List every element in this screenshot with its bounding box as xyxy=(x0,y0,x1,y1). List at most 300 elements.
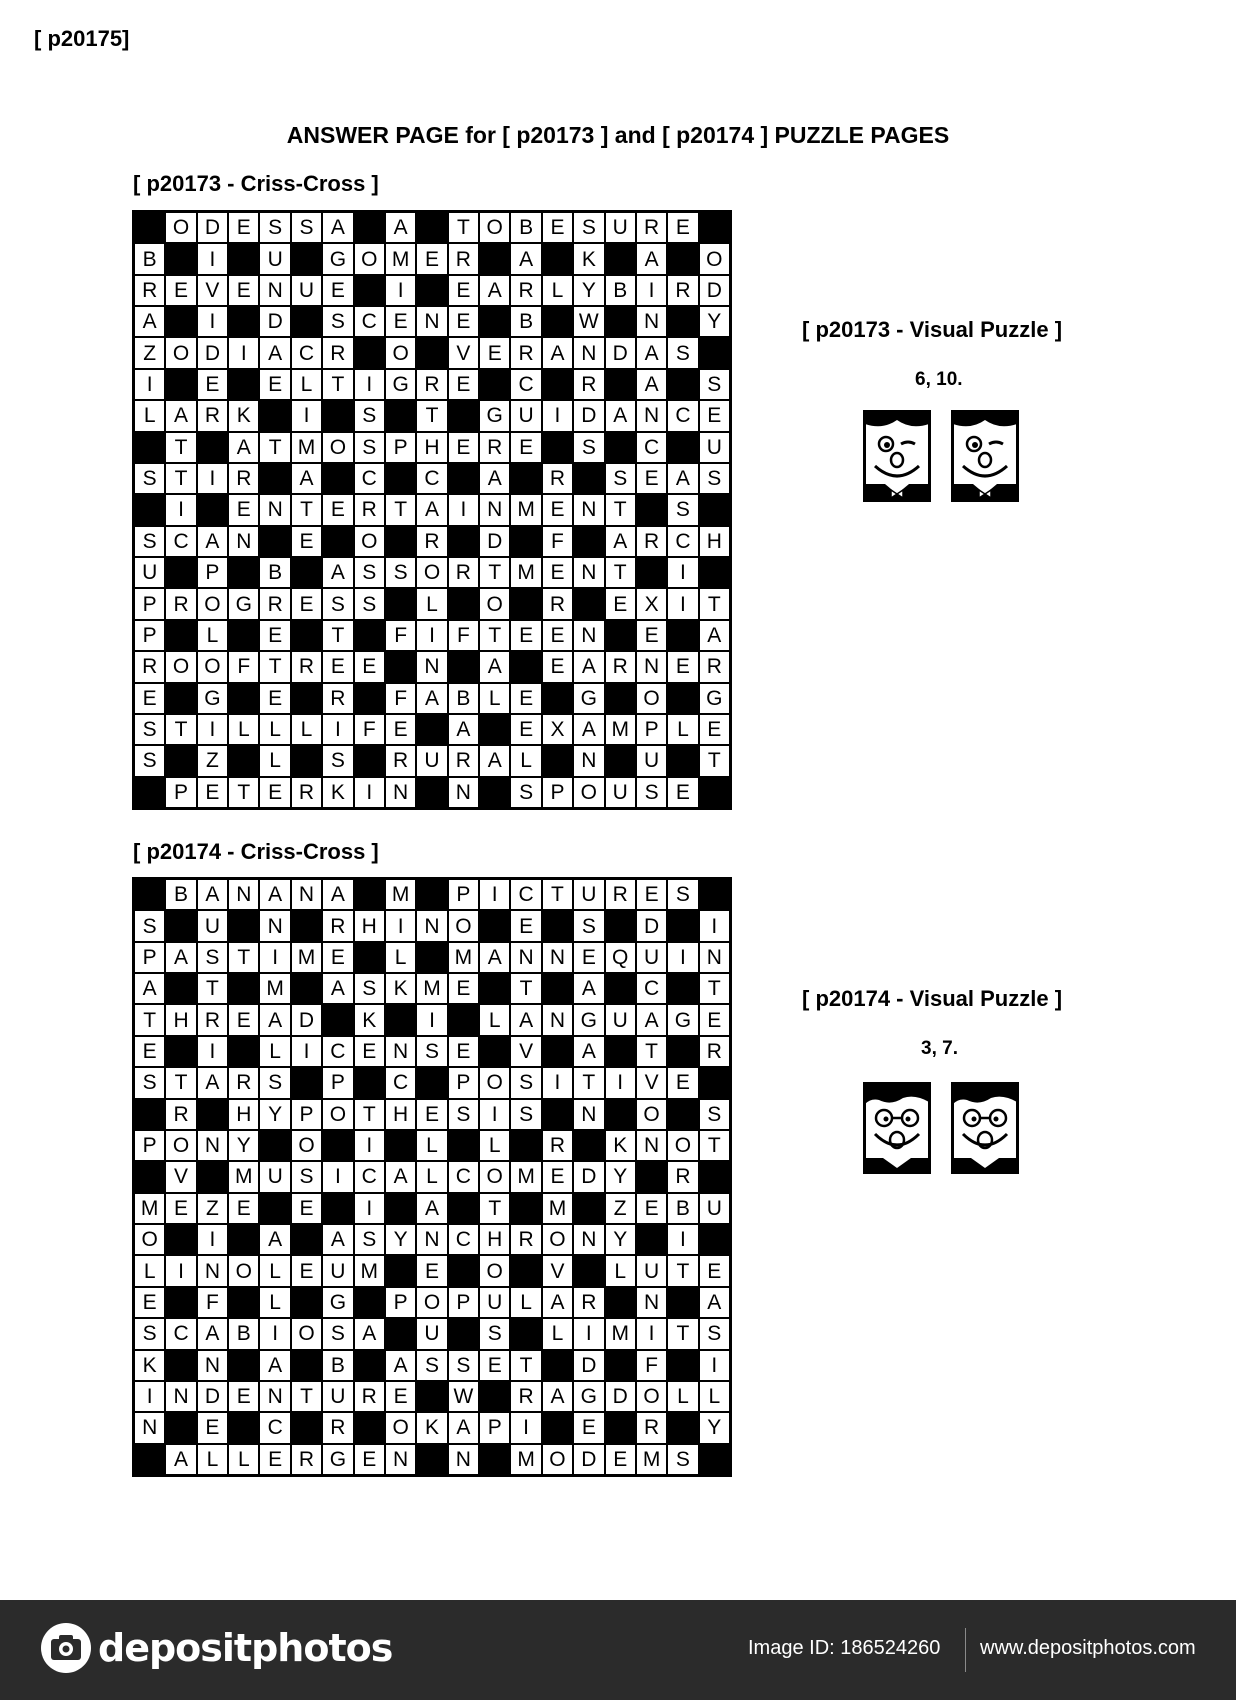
letter-cell: E xyxy=(448,1036,479,1067)
face-winking-icon xyxy=(863,410,931,502)
letter-cell: I xyxy=(134,369,165,400)
letter-cell: X xyxy=(636,588,667,619)
letter-cell: S xyxy=(354,432,385,463)
black-cell xyxy=(667,1036,698,1067)
black-cell xyxy=(416,714,447,745)
letter-cell: M xyxy=(354,1255,385,1286)
letter-cell: N xyxy=(197,1350,228,1381)
black-cell xyxy=(479,1444,510,1475)
letter-cell: R xyxy=(354,1381,385,1412)
depositphotos-logo[interactable] xyxy=(40,1622,392,1674)
black-cell xyxy=(165,1350,196,1381)
letter-cell: L xyxy=(605,1255,636,1286)
letter-cell: N xyxy=(385,1036,416,1067)
black-cell xyxy=(667,1099,698,1130)
letter-cell: U xyxy=(197,910,228,941)
letter-cell: I xyxy=(354,777,385,808)
black-cell xyxy=(259,526,290,557)
letter-cell: Z xyxy=(197,745,228,776)
black-cell xyxy=(448,1255,479,1286)
letter-cell: E xyxy=(354,1036,385,1067)
letter-cell: N xyxy=(699,942,730,973)
letter-cell: M xyxy=(605,714,636,745)
black-cell xyxy=(291,1412,322,1443)
letter-cell: R xyxy=(448,243,479,274)
letter-cell: P xyxy=(385,432,416,463)
letter-cell: I xyxy=(385,275,416,306)
letter-cell: O xyxy=(448,910,479,941)
letter-cell: S xyxy=(291,1161,322,1192)
letter-cell: M xyxy=(605,1318,636,1349)
letter-cell: T xyxy=(165,463,196,494)
letter-cell: R xyxy=(291,651,322,682)
letter-cell: A xyxy=(416,494,447,525)
letter-cell: M xyxy=(291,942,322,973)
letter-cell: G xyxy=(197,683,228,714)
black-cell xyxy=(165,306,196,337)
black-cell xyxy=(385,526,416,557)
letter-cell: L xyxy=(667,1381,698,1412)
letter-cell: A xyxy=(165,400,196,431)
black-cell xyxy=(354,1287,385,1318)
letter-cell: V xyxy=(542,1255,573,1286)
letter-cell: D xyxy=(479,526,510,557)
black-cell xyxy=(542,683,573,714)
letter-cell: T xyxy=(165,714,196,745)
letter-cell: C xyxy=(354,1161,385,1192)
letter-cell: R xyxy=(165,588,196,619)
letter-cell: Z xyxy=(605,1193,636,1224)
letter-cell: C xyxy=(385,1067,416,1098)
letter-cell: K xyxy=(605,1130,636,1161)
letter-cell: A xyxy=(322,973,353,1004)
letter-cell: I xyxy=(448,494,479,525)
black-cell xyxy=(165,1036,196,1067)
camera-icon xyxy=(40,1622,92,1674)
letter-cell: C xyxy=(667,400,698,431)
letter-cell: E xyxy=(322,942,353,973)
black-cell xyxy=(416,212,447,243)
letter-cell: E xyxy=(259,1444,290,1475)
black-cell xyxy=(573,526,604,557)
letter-cell: E xyxy=(228,275,259,306)
letter-cell: T xyxy=(228,942,259,973)
letter-cell: O xyxy=(322,1099,353,1130)
black-cell xyxy=(228,1412,259,1443)
black-cell xyxy=(259,1130,290,1161)
letter-cell: H xyxy=(385,1099,416,1130)
black-cell xyxy=(699,494,730,525)
letter-cell: C xyxy=(416,463,447,494)
letter-cell: O xyxy=(228,1255,259,1286)
letter-cell: R xyxy=(605,651,636,682)
letter-cell: K xyxy=(134,1350,165,1381)
letter-cell: L xyxy=(479,1004,510,1035)
letter-cell: E xyxy=(259,620,290,651)
letter-cell: D xyxy=(259,306,290,337)
letter-cell: V xyxy=(636,1067,667,1098)
black-cell xyxy=(354,942,385,973)
letter-cell: U xyxy=(605,212,636,243)
letter-cell: U xyxy=(322,1255,353,1286)
letter-cell: A xyxy=(197,1318,228,1349)
letter-cell: R xyxy=(510,1381,541,1412)
black-cell xyxy=(134,1444,165,1475)
letter-cell: A xyxy=(542,1381,573,1412)
black-cell xyxy=(385,1255,416,1286)
letter-cell: T xyxy=(479,557,510,588)
black-cell xyxy=(134,212,165,243)
black-cell xyxy=(291,1224,322,1255)
letter-cell: E xyxy=(448,306,479,337)
letter-cell: S xyxy=(134,714,165,745)
letter-cell: A xyxy=(510,243,541,274)
black-cell xyxy=(605,1099,636,1130)
letter-cell: I xyxy=(636,1318,667,1349)
visual-puzzle-1-answer: 6, 10. xyxy=(915,369,963,390)
black-cell xyxy=(228,620,259,651)
black-cell xyxy=(197,494,228,525)
letter-cell: A xyxy=(322,557,353,588)
letter-cell: O xyxy=(134,1224,165,1255)
letter-cell: A xyxy=(322,879,353,910)
letter-cell: A xyxy=(165,1444,196,1475)
letter-cell: G xyxy=(479,400,510,431)
letter-cell: O xyxy=(479,212,510,243)
letter-cell: E xyxy=(479,337,510,368)
letter-cell: I xyxy=(322,1161,353,1192)
black-cell xyxy=(667,620,698,651)
letter-cell: E xyxy=(542,620,573,651)
letter-cell: R xyxy=(510,275,541,306)
letter-cell: S xyxy=(416,1036,447,1067)
letter-cell: R xyxy=(542,1130,573,1161)
letter-cell: U xyxy=(699,432,730,463)
letter-cell: A xyxy=(259,1224,290,1255)
letter-cell: G xyxy=(228,588,259,619)
letter-cell: C xyxy=(448,1224,479,1255)
black-cell xyxy=(322,1193,353,1224)
letter-cell: E xyxy=(542,212,573,243)
black-cell xyxy=(354,1067,385,1098)
letter-cell: O xyxy=(636,1099,667,1130)
letter-cell: W xyxy=(573,306,604,337)
letter-cell: F xyxy=(448,620,479,651)
letter-cell: I xyxy=(667,942,698,973)
letter-cell: M xyxy=(510,1161,541,1192)
letter-cell: I xyxy=(197,306,228,337)
letter-cell: R xyxy=(636,1412,667,1443)
letter-cell: E xyxy=(542,557,573,588)
face-glasses-icon xyxy=(951,1082,1019,1174)
letter-cell: P xyxy=(134,588,165,619)
letter-cell: T xyxy=(448,212,479,243)
letter-cell: E xyxy=(354,651,385,682)
letter-cell: N xyxy=(542,1004,573,1035)
letter-cell: U xyxy=(636,942,667,973)
black-cell xyxy=(699,1444,730,1475)
letter-cell: A xyxy=(542,1287,573,1318)
letter-cell: A xyxy=(605,526,636,557)
black-cell xyxy=(510,463,541,494)
black-cell xyxy=(479,910,510,941)
black-cell xyxy=(354,745,385,776)
letter-cell: T xyxy=(259,432,290,463)
letter-cell: O xyxy=(479,1067,510,1098)
letter-cell: N xyxy=(197,1255,228,1286)
black-cell xyxy=(699,777,730,808)
letter-cell: R xyxy=(573,369,604,400)
black-cell xyxy=(605,243,636,274)
letter-cell: A xyxy=(197,526,228,557)
black-cell xyxy=(479,369,510,400)
letter-cell: C xyxy=(636,432,667,463)
letter-cell: S xyxy=(573,432,604,463)
letter-cell: R xyxy=(542,463,573,494)
letter-cell: G xyxy=(322,1287,353,1318)
black-cell xyxy=(228,1287,259,1318)
black-cell xyxy=(228,1350,259,1381)
letter-cell: C xyxy=(322,1036,353,1067)
black-cell xyxy=(636,1224,667,1255)
letter-cell: E xyxy=(385,1381,416,1412)
visual-puzzle-1-label: [ p20173 - Visual Puzzle ] xyxy=(802,317,1063,342)
letter-cell: N xyxy=(573,620,604,651)
letter-cell: L xyxy=(259,1255,290,1286)
black-cell xyxy=(354,683,385,714)
black-cell xyxy=(354,275,385,306)
letter-cell: O xyxy=(385,337,416,368)
letter-cell: S xyxy=(259,212,290,243)
black-cell xyxy=(385,651,416,682)
letter-cell: N xyxy=(573,557,604,588)
letter-cell: A xyxy=(354,1318,385,1349)
letter-cell: I xyxy=(479,879,510,910)
site-url[interactable]: www.depositphotos.com xyxy=(980,1637,1196,1659)
black-cell xyxy=(165,1412,196,1443)
letter-cell: T xyxy=(699,745,730,776)
black-cell xyxy=(354,1350,385,1381)
black-cell xyxy=(228,557,259,588)
letter-cell: S xyxy=(322,1318,353,1349)
letter-cell: O xyxy=(165,1130,196,1161)
letter-cell: R xyxy=(636,526,667,557)
letter-cell: F xyxy=(354,714,385,745)
black-cell xyxy=(667,432,698,463)
letter-cell: E xyxy=(291,526,322,557)
letter-cell: O xyxy=(573,777,604,808)
black-cell xyxy=(416,1067,447,1098)
image-id: Image ID: 186524260 xyxy=(748,1637,941,1659)
letter-cell: U xyxy=(605,777,636,808)
black-cell xyxy=(165,620,196,651)
letter-cell: I xyxy=(197,714,228,745)
black-cell xyxy=(542,745,573,776)
black-cell xyxy=(573,463,604,494)
letter-cell: L xyxy=(197,1444,228,1475)
letter-cell: E xyxy=(448,432,479,463)
letter-cell: A xyxy=(479,275,510,306)
letter-cell: U xyxy=(699,1193,730,1224)
black-cell xyxy=(291,620,322,651)
letter-cell: A xyxy=(699,620,730,651)
black-cell xyxy=(667,243,698,274)
letter-cell: I xyxy=(259,1318,290,1349)
letter-cell: L xyxy=(259,1036,290,1067)
letter-cell: N xyxy=(385,777,416,808)
letter-cell: O xyxy=(667,1130,698,1161)
letter-cell: E xyxy=(510,910,541,941)
letter-cell: R xyxy=(605,879,636,910)
black-cell xyxy=(259,463,290,494)
letter-cell: E xyxy=(636,463,667,494)
letter-cell: T xyxy=(699,588,730,619)
letter-cell: E xyxy=(322,494,353,525)
letter-cell: E xyxy=(448,973,479,1004)
letter-cell: N xyxy=(573,337,604,368)
letter-cell: D xyxy=(197,212,228,243)
letter-cell: R xyxy=(636,212,667,243)
letter-cell: E xyxy=(228,1381,259,1412)
criss-cross-grid-2 xyxy=(132,877,732,1477)
letter-cell: G xyxy=(699,683,730,714)
letter-cell: P xyxy=(291,1099,322,1130)
letter-cell: A xyxy=(134,306,165,337)
black-cell xyxy=(385,1130,416,1161)
letter-cell: A xyxy=(291,463,322,494)
letter-cell: A xyxy=(510,1004,541,1035)
black-cell xyxy=(448,1004,479,1035)
letter-cell: S xyxy=(354,973,385,1004)
black-cell xyxy=(542,1350,573,1381)
letter-cell: I xyxy=(699,1350,730,1381)
letter-cell: H xyxy=(165,1004,196,1035)
criss-cross-2-label: [ p20174 - Criss-Cross ] xyxy=(133,839,379,864)
letter-cell: I xyxy=(354,1130,385,1161)
letter-cell: U xyxy=(479,1287,510,1318)
letter-cell: E xyxy=(228,1193,259,1224)
black-cell xyxy=(448,463,479,494)
letter-cell: R xyxy=(479,432,510,463)
letter-cell: D xyxy=(573,1350,604,1381)
black-cell xyxy=(165,369,196,400)
letter-cell: U xyxy=(322,1381,353,1412)
letter-cell: M xyxy=(385,879,416,910)
letter-cell: A xyxy=(228,432,259,463)
letter-cell: A xyxy=(636,337,667,368)
letter-cell: N xyxy=(636,306,667,337)
letter-cell: I xyxy=(197,463,228,494)
letter-cell: E xyxy=(197,1412,228,1443)
black-cell xyxy=(165,973,196,1004)
letter-cell: I xyxy=(134,1381,165,1412)
letter-cell: S xyxy=(699,1318,730,1349)
letter-cell: R xyxy=(259,588,290,619)
letter-cell: A xyxy=(385,212,416,243)
letter-cell: I xyxy=(542,1067,573,1098)
letter-cell: B xyxy=(259,557,290,588)
black-cell xyxy=(416,1444,447,1475)
letter-cell: D xyxy=(699,275,730,306)
black-cell xyxy=(322,463,353,494)
black-cell xyxy=(667,973,698,1004)
letter-cell: T xyxy=(291,1381,322,1412)
letter-cell: E xyxy=(416,1255,447,1286)
black-cell xyxy=(448,1130,479,1161)
letter-cell: B xyxy=(228,1318,259,1349)
letter-cell: N xyxy=(416,306,447,337)
letter-cell: B xyxy=(448,683,479,714)
letter-cell: O xyxy=(165,212,196,243)
letter-cell: R xyxy=(699,1036,730,1067)
black-cell xyxy=(479,306,510,337)
face-glasses-icon xyxy=(863,1082,931,1174)
letter-cell: T xyxy=(197,973,228,1004)
letter-cell: R xyxy=(291,1444,322,1475)
letter-cell: S xyxy=(354,1224,385,1255)
black-cell xyxy=(605,1036,636,1067)
black-cell xyxy=(322,1004,353,1035)
letter-cell: A xyxy=(259,1004,290,1035)
black-cell xyxy=(510,1130,541,1161)
letter-cell: D xyxy=(291,1004,322,1035)
black-cell xyxy=(510,1318,541,1349)
letter-cell: O xyxy=(354,243,385,274)
letter-cell: B xyxy=(134,243,165,274)
letter-cell: Z xyxy=(197,1193,228,1224)
letter-cell: A xyxy=(322,1224,353,1255)
letter-cell: K xyxy=(573,243,604,274)
letter-cell: T xyxy=(165,1067,196,1098)
footer-divider xyxy=(965,1628,966,1672)
letter-cell: F xyxy=(542,526,573,557)
letter-cell: P xyxy=(134,942,165,973)
black-cell xyxy=(228,745,259,776)
letter-cell: G xyxy=(573,1381,604,1412)
letter-cell: A xyxy=(636,243,667,274)
visual-puzzle-2-label: [ p20174 - Visual Puzzle ] xyxy=(802,986,1063,1011)
letter-cell: L xyxy=(510,745,541,776)
black-cell xyxy=(385,1193,416,1224)
letter-cell: T xyxy=(354,1099,385,1130)
letter-cell: E xyxy=(259,369,290,400)
letter-cell: S xyxy=(259,1067,290,1098)
letter-cell: R xyxy=(134,651,165,682)
letter-cell: E xyxy=(510,432,541,463)
black-cell xyxy=(165,243,196,274)
letter-cell: R xyxy=(667,275,698,306)
black-cell xyxy=(667,306,698,337)
letter-cell: K xyxy=(354,1004,385,1035)
letter-cell: D xyxy=(605,1381,636,1412)
letter-cell: H xyxy=(416,432,447,463)
black-cell xyxy=(605,369,636,400)
letter-cell: N xyxy=(197,1130,228,1161)
letter-cell: R xyxy=(197,400,228,431)
black-cell xyxy=(385,1004,416,1035)
letter-cell: I xyxy=(259,942,290,973)
black-cell xyxy=(667,1412,698,1443)
letter-cell: S xyxy=(510,1067,541,1098)
letter-cell: A xyxy=(259,337,290,368)
letter-cell: U xyxy=(605,1004,636,1035)
letter-cell: B xyxy=(510,212,541,243)
letter-cell: A xyxy=(573,651,604,682)
letter-cell: S xyxy=(385,557,416,588)
letter-cell: V xyxy=(510,1036,541,1067)
letter-cell: P xyxy=(165,777,196,808)
page-code: [ p20175] xyxy=(34,26,130,51)
